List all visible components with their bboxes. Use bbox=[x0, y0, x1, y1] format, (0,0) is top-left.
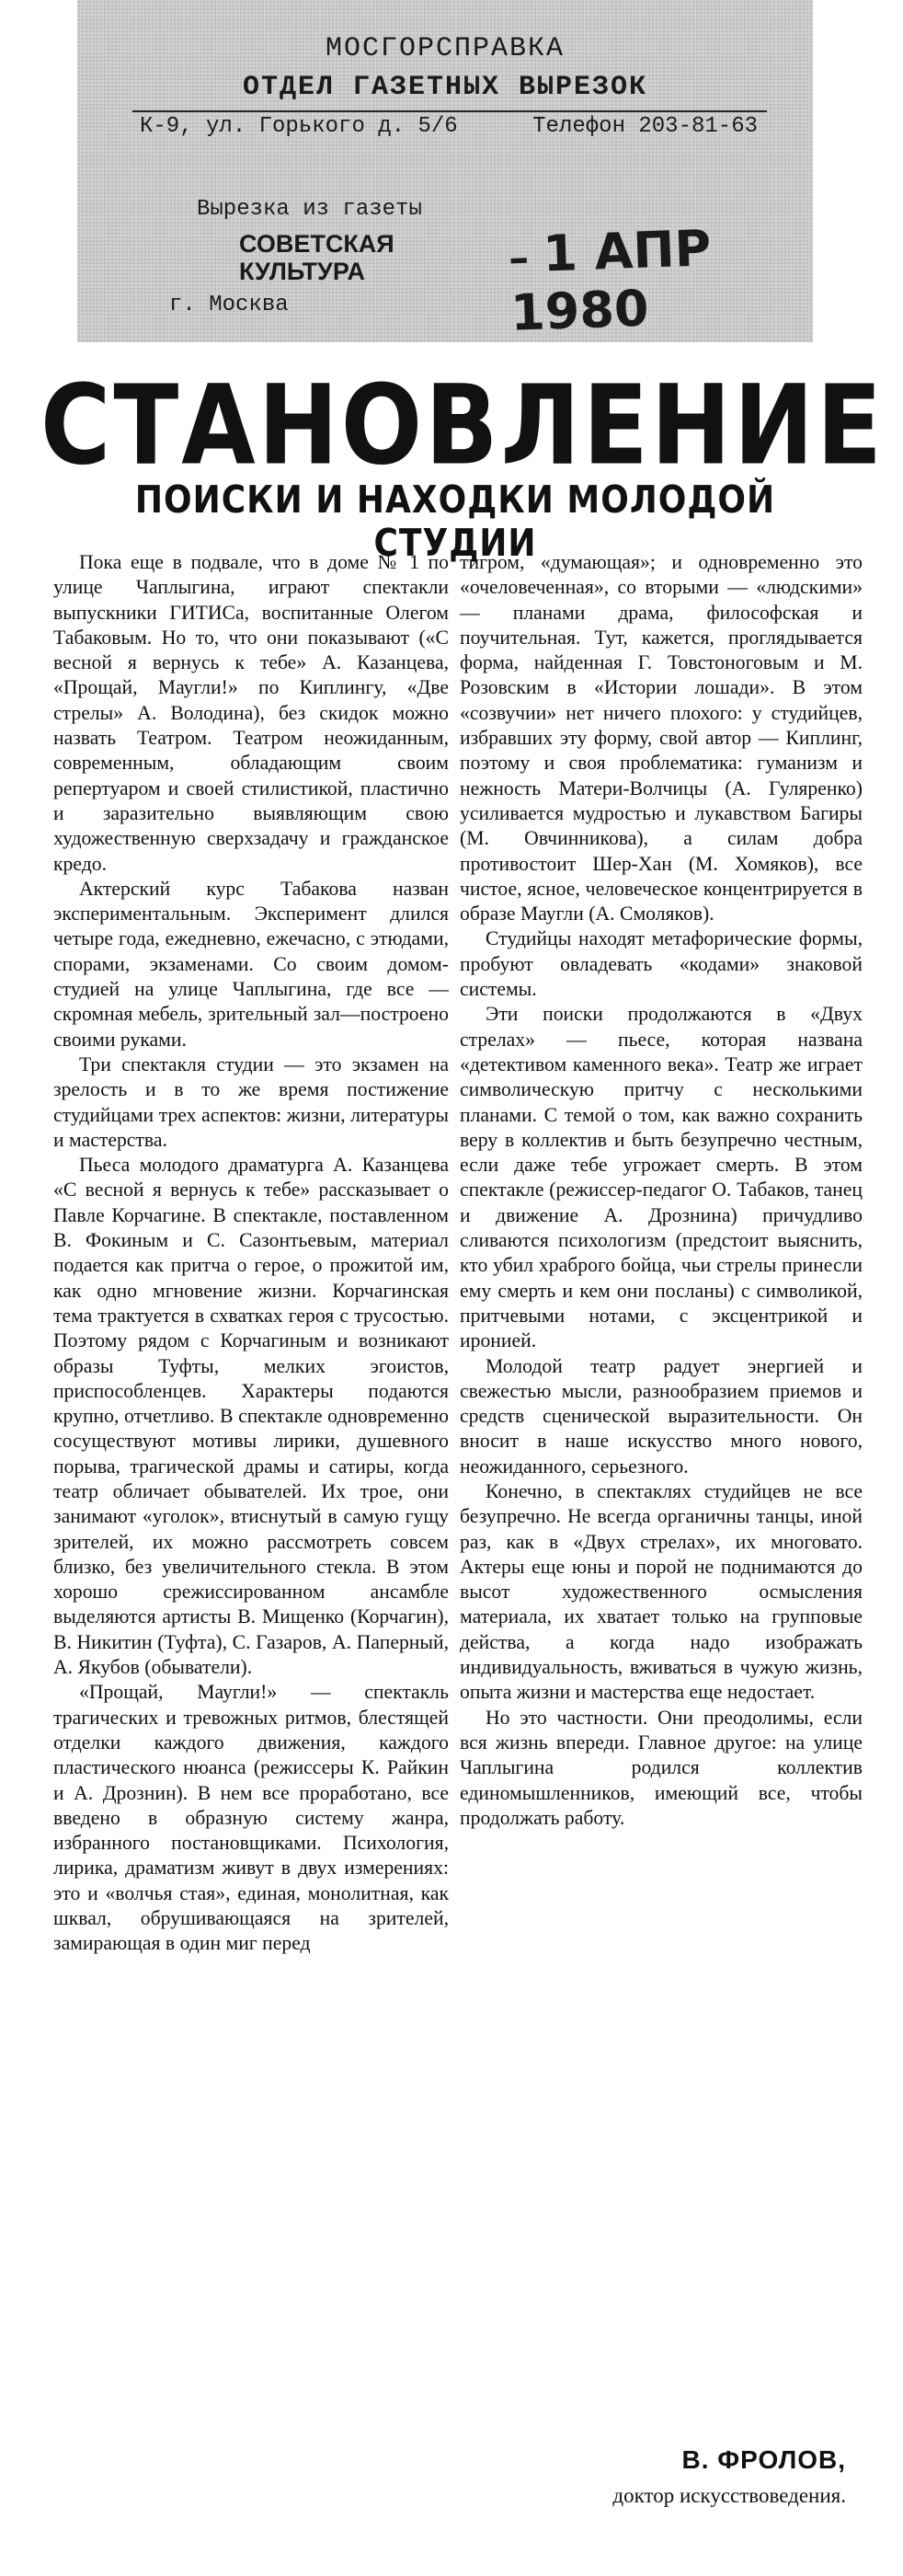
article-column-right bbox=[460, 550, 863, 1831]
article-paragraph: Студийцы находят метафорические формы, пробуют овладевать «кодами» знаковой системы. bbox=[460, 927, 863, 1001]
article-title: СТАНОВЛЕНИЕ bbox=[40, 361, 886, 490]
stamp-clipping-label: Вырезка из газеты bbox=[197, 197, 422, 222]
article-paragraph: Но это частности. Они преодолимы, если вся жизнь впереди. Главное другое: на улице Чаплыгина родился коллектив единомышленников, имеющий все, чтобы продолжать работу. bbox=[460, 1706, 863, 1829]
article-paragraph: Пока еще в подвале, что в доме № 1 по улице Чаплыгина, играют спектакли выпускники ГИТИСа, воспитанные Олегом Табаковым. Но то, что они показывают («С весной я вернусь к тебе» А. Казанцева, «Прощай, Маугли!» по Киплингу, «Две стрелы» А. Володина), без скидок можно назвать Театром. Театром неожиданным, современным, обладающим своим репертуаром и своей стилистикой, пластично и заразительно выявляющим свою художественную сверхзадачу и гражданское кредо. bbox=[53, 551, 449, 875]
stamp-address: К-9, ул. Горького д. 5/6 bbox=[140, 114, 458, 139]
article-paragraph: Молодой театр радует энергией и свежестью мысли, разнообразием приемов и средств сценической выразительности. Он вносит в наше искусство много нового, неожиданного, серьезного. bbox=[460, 1354, 863, 1478]
article-paragraph: Эти поиски продолжаются в «Двух стрелах» — пьесе, которая названа «детективом каменного века». Театр же играет символическую притчу с несколькими планами. С темой о том, как важно сохранить веру в коллектив и быть безупречно честным, если даже тебе угрожает смерть. В этом спектакле (режиссер-педагог О. Табаков, танец и движение А. Дрознина) причудливо сливаются психологизм (предстоит выяснить, кто убил храброго бойца, чьи стрелы принесли ему смерть и кем они посланы) с символикой, притчевыми нотами, с эксцентрикой и иронией. bbox=[460, 1003, 863, 1352]
author-title: доктор искусствоведения. bbox=[612, 2484, 846, 2507]
author-name: В. ФРОЛОВ, bbox=[681, 2445, 846, 2474]
stamp-date: – 1 АПР 1980 bbox=[508, 219, 713, 342]
article-paragraph: тигром, «думающая»; и одновременно это «очеловеченная», со вторыми — «людскими» — планами драма, философская и поучительная. Тут, кажется, проглядывается форма, найденная Г. Товстоноговым и М. Розовским в «Истории лошади». В этом «созвучии» нет ничего плохого: у студийцев, избравших эту форму, свой автор — Киплинг, поэтому и своя проблематика: гуманизм и нежность Матери-Волчицы (А. Гуляренко) усиливается мудростью и лукавством Багиры (М. Овчинникова), а силам добра противостоит Шер-Хан (М. Хомяков), все чистое, ясное, человеческое концентрируется в образе Маугли (А. Смоляков). bbox=[460, 551, 863, 926]
stamp-department: ОТДЕЛ ГАЗЕТНЫХ ВЫРЕЗОК bbox=[242, 72, 648, 103]
article-paragraph: «Прощай, Маугли!» — спектакль трагических и тревожных ритмов, блестящей отделки каждого движения, каждого пластического нюанса (режиссеры К. Райкин и А. Дрознин). В нем все проработано, все введено в образную систему жанра, избранного постановщиками. Психология, лирика, драматизм живут в двух измерениях: это и «волчья стая», единая, монолитная, как шквал, обрушивающаяся на зрителей, замирающая в один миг перед bbox=[53, 1681, 449, 1955]
stamp-organization: МОСГОРСПРАВКА bbox=[325, 33, 566, 64]
archive-stamp bbox=[77, 0, 813, 342]
stamp-city: г. Москва bbox=[169, 293, 289, 317]
article-paragraph: Актерский курс Табакова назван экспериментальным. Эксперимент длился четыре года, ежедневно, ежечасно, с этюдами, спорами, экзаменами. Со своим домом-студией на улице Чаплыгина, где все — скромная мебель, зрительный зал—построено своими руками. bbox=[53, 877, 449, 1051]
article-paragraph: Пьеса молодого драматурга А. Казанцева «С весной я вернусь к тебе» рассказывает о Павле Корчагине. В спектакле, поставленном В. Фокиным и С. Сазонтьевым, материал подается как притча о герое, о прожитой им, как одно мгновение жизни. Корчагинская тема трактуется в схватках героя с трусостью. Поэтому рядом с Корчагиным и возникают образы Туфты, мелких эгоистов, приспособленцев. Характеры подаются крупно, отчетливо. В спектакле одновременно сосуществуют мотивы лирики, душевного порыва, трагической драмы и сатиры, когда театр обличает обывателей. Их трое, они занимают «уголок», втиснутый в самую гущу зрителей, их можно рассмотреть совсем близко, без увеличительного стекла. В этом хорошо срежиссированном ансамбле выделяются артисты В. Мищенко (Корчагин), В. Никитин (Туфта), С. Газаров, А. Паперный, А. Якубов (обыватели). bbox=[53, 1154, 449, 1679]
stamp-newspaper-name: СОВЕТСКАЯ КУЛЬТУРА bbox=[239, 230, 394, 285]
stamp-divider bbox=[132, 110, 767, 112]
stamp-date-value: 1 АПР 1980 bbox=[509, 219, 713, 342]
article-paragraph: Три спектакля студии — это экзамен на зрелость и в то же время постижение студийцами трех аспектов: жизни, литературы и мастерства. bbox=[53, 1052, 449, 1151]
article-subtitle: ПОИСКИ И НАХОДКИ МОЛОДОЙ СТУДИИ bbox=[134, 478, 776, 566]
stamp-phone: Телефон 203-81-63 bbox=[532, 114, 758, 139]
article-column-left bbox=[53, 550, 449, 1957]
article-paragraph: Конечно, в спектаклях студийцев не все безупречно. Не всегда органичны танцы, иной раз, как в «Двух стрелах», их многовато. Актеры еще юны и порой не поднимаются до высот художественного осмысления материала, их хватает только на групповые действа, а когда надо изображать индивидуальность, вживаться в чужую жизнь, опыта жизни и мастерства еще недостает. bbox=[460, 1479, 863, 1704]
